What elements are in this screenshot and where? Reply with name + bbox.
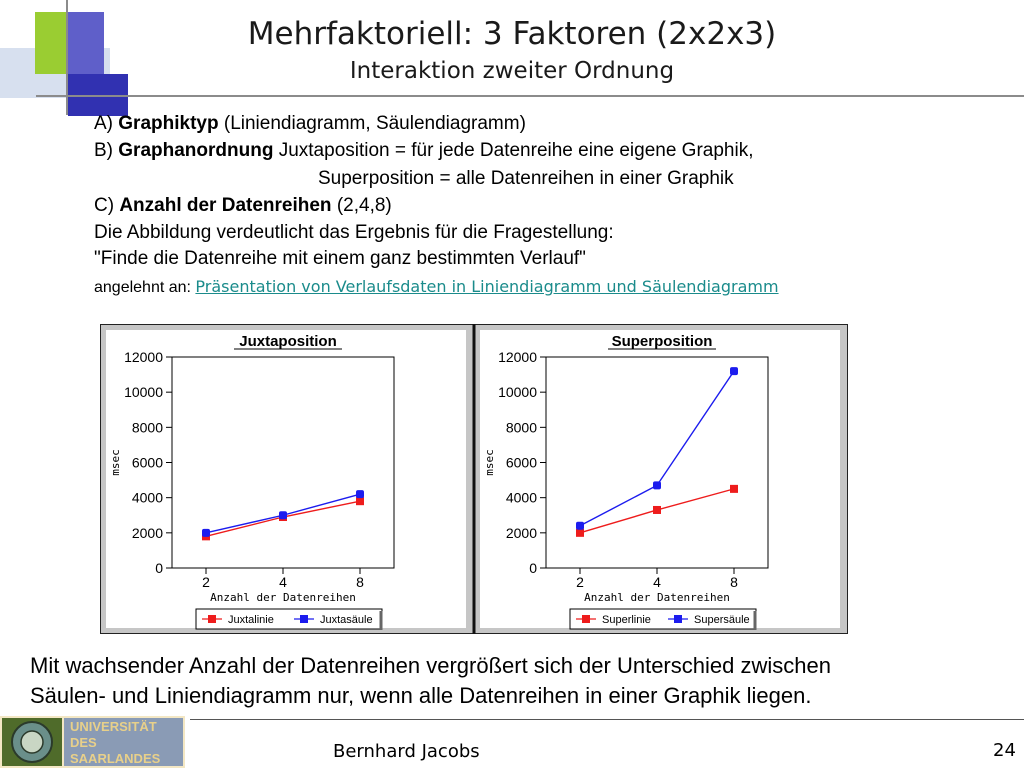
header-rule	[36, 95, 1024, 97]
text-line-source	[94, 276, 779, 299]
y-tick-label: 10000	[498, 384, 537, 401]
y-axis-label: msec	[483, 449, 496, 476]
text-line-b2: Superposition = alle Datenreihen in einer Graphik	[318, 168, 734, 189]
line-b-rest: Juxtaposition = für jede Datenreihe eine eigene Graphik,	[273, 140, 754, 161]
y-tick-label: 6000	[131, 454, 163, 471]
logo-text-universitaet: UNIVERSITÄT	[70, 719, 157, 734]
y-tick-label: 0	[529, 560, 537, 576]
line-a-bold: Graphiktyp	[118, 113, 219, 134]
data-point	[653, 481, 661, 489]
legend-label: Juxtasäule	[320, 614, 373, 626]
y-tick-label: 0	[155, 560, 163, 576]
legend-swatch-marker	[208, 615, 216, 623]
chart-panel-juxtaposition	[106, 330, 466, 630]
chart-panel-superposition	[480, 330, 840, 630]
conclusion-text	[30, 651, 831, 711]
line-b-bold: Graphanordnung	[118, 140, 274, 161]
line-a-rest: (Liniendiagramm, Säulendiagramm)	[218, 113, 526, 134]
x-tick-label: 4	[279, 574, 287, 590]
data-point	[576, 529, 584, 537]
data-point	[202, 529, 210, 537]
source-link[interactable]: Präsentation von Verlaufsdaten in Liniendiagramm und Säulendiagramm	[195, 277, 779, 296]
logo-text-saarlandes: SAARLANDES	[70, 751, 161, 766]
line-c-rest: (2,4,8)	[331, 195, 392, 216]
slide-subtitle: Interaktion zweiter Ordnung	[349, 58, 675, 84]
x-axis-label: Anzahl der Datenreihen	[210, 591, 356, 604]
legend-swatch-marker	[582, 615, 590, 623]
line-a-prefix: A)	[94, 113, 119, 134]
chart-title: Juxtaposition	[239, 333, 337, 350]
source-prefix: angelehnt an:	[94, 279, 196, 296]
legend-swatch-marker	[300, 615, 308, 623]
data-point	[356, 490, 364, 498]
text-line-a	[94, 113, 526, 135]
x-tick-label: 8	[356, 574, 364, 590]
logo-text-des: DES	[70, 735, 97, 750]
data-point	[730, 367, 738, 375]
line-b-prefix: B)	[94, 140, 119, 161]
y-tick-label: 2000	[131, 524, 163, 541]
university-logo	[0, 716, 185, 768]
footer-author: Bernhard Jacobs	[333, 741, 480, 762]
x-axis-label: Anzahl der Datenreihen	[584, 591, 730, 604]
chart-title: Superposition	[611, 333, 713, 350]
y-tick-label: 10000	[124, 384, 163, 401]
y-tick-label: 6000	[505, 454, 537, 471]
data-point	[356, 497, 364, 505]
x-tick-label: 2	[202, 574, 210, 590]
legend-label: Supersäule	[694, 614, 750, 626]
y-tick-label: 2000	[505, 524, 537, 541]
line-c-prefix: C)	[94, 195, 120, 216]
chart-figure	[100, 324, 848, 634]
y-tick-label: 4000	[505, 489, 537, 506]
legend-label: Juxtalinie	[228, 614, 274, 626]
footer-rule	[190, 719, 1024, 720]
legend-swatch-marker	[674, 615, 682, 623]
text-line-d: Die Abbildung verdeutlicht das Ergebnis für die Fragestellung:	[94, 222, 614, 243]
data-point	[576, 522, 584, 530]
y-tick-label: 8000	[131, 419, 163, 436]
slide-title: Mehrfaktoriell: 3 Faktoren (2x2x3)	[247, 16, 777, 52]
text-line-c	[94, 195, 392, 217]
line-c-bold: Anzahl der Datenreihen	[119, 195, 332, 216]
y-tick-label: 12000	[498, 349, 537, 365]
legend-label: Superlinie	[602, 614, 651, 626]
logo-seal-inner	[21, 731, 43, 753]
y-tick-label: 4000	[131, 489, 163, 506]
data-point	[279, 511, 287, 519]
x-tick-label: 8	[730, 574, 738, 590]
y-axis-label: msec	[109, 449, 122, 476]
conclusion-line-1: Mit wachsender Anzahl der Datenreihen vergrößert sich der Unterschied zwischen	[30, 653, 831, 678]
y-tick-label: 12000	[124, 349, 163, 365]
conclusion-line-2: Säulen- und Liniendiagramm nur, wenn alle Datenreihen in einer Graphik liegen.	[30, 683, 812, 708]
data-point	[730, 485, 738, 493]
x-tick-label: 2	[576, 574, 584, 590]
text-line-b	[94, 140, 754, 162]
x-tick-label: 4	[653, 574, 661, 590]
y-tick-label: 8000	[505, 419, 537, 436]
data-point	[653, 506, 661, 514]
text-line-e: "Finde die Datenreihe mit einem ganz bestimmten Verlauf"	[94, 248, 586, 269]
page-number: 24	[993, 740, 1016, 761]
